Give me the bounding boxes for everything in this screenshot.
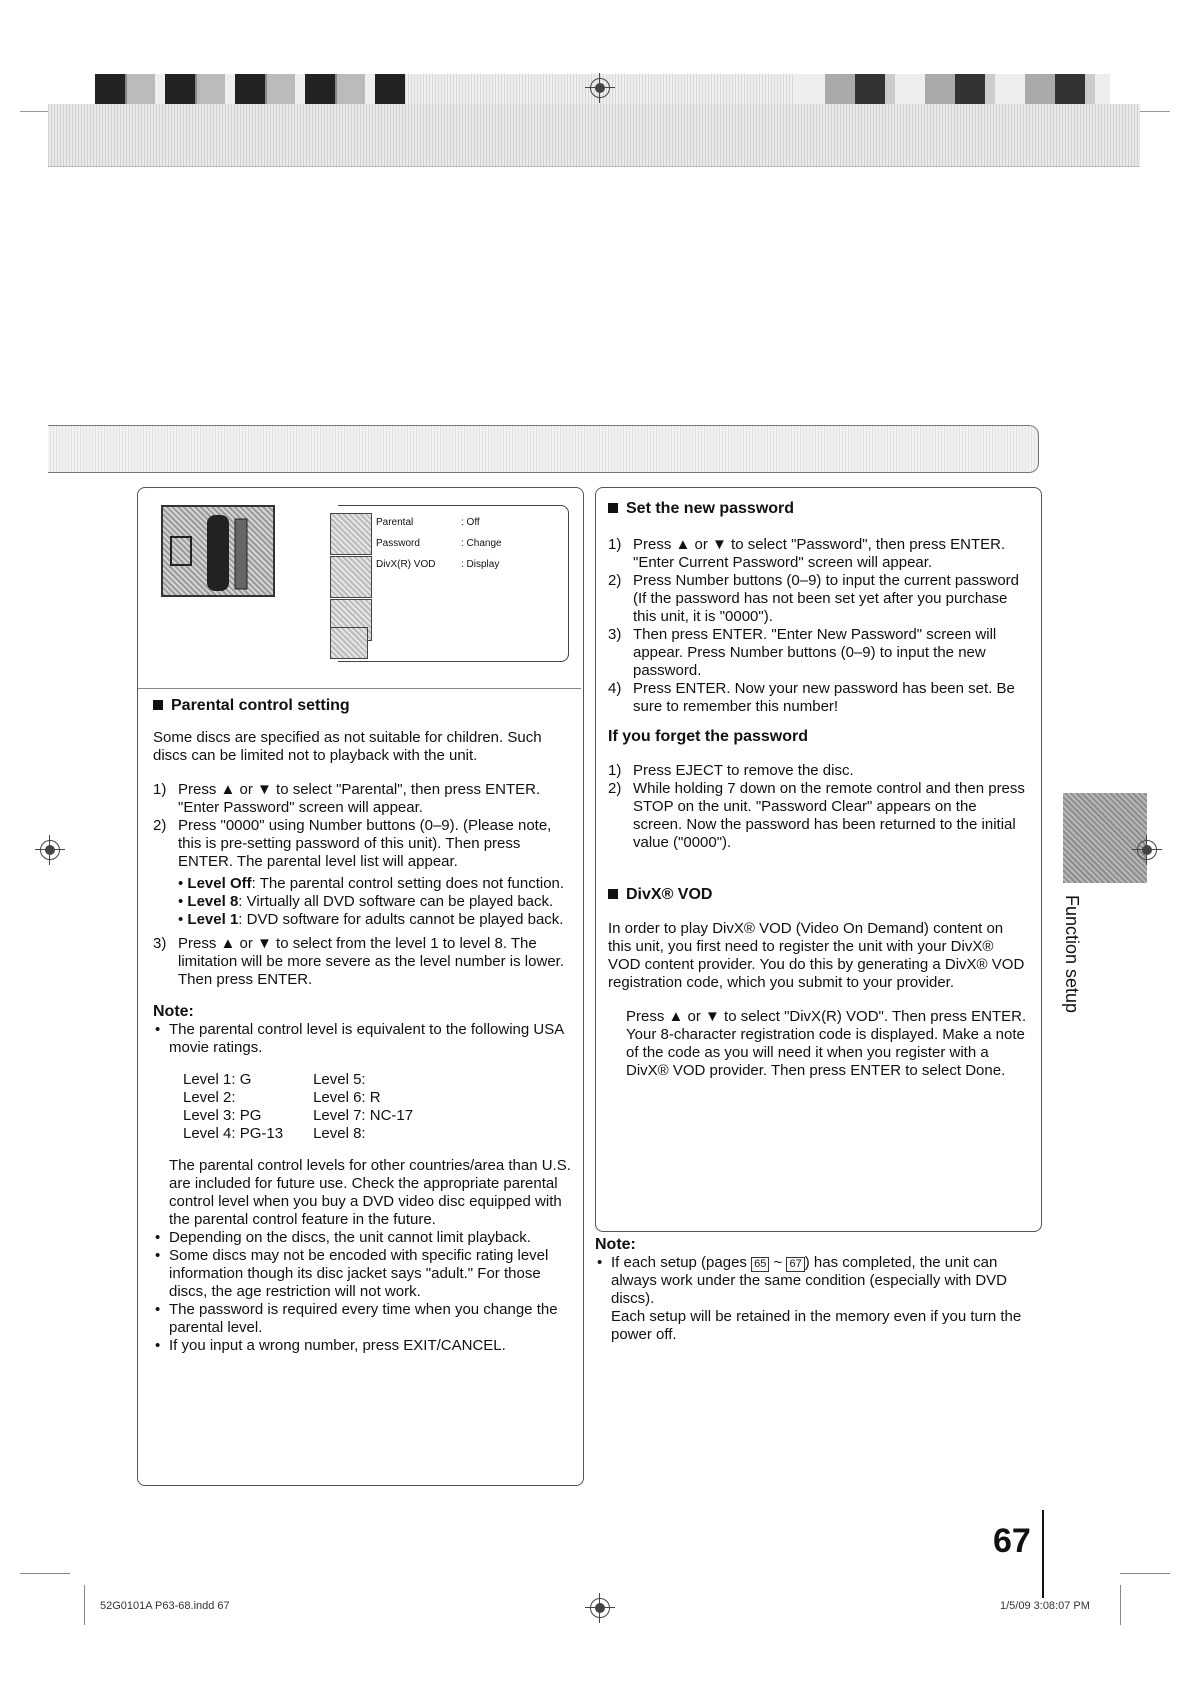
left-note-title: Note: [153, 1003, 194, 1020]
registration-mark-icon [1137, 840, 1157, 860]
password-step-2: 2) Press Number buttons (0–9) to input the current password (If the password has not been set yet after you purchase this unit, it is "0000"). [608, 572, 1020, 625]
password-step-3: 3) Then press ENTER. "Enter New Password" screen will appear. Press Number buttons (0–9) to input the new password. [608, 626, 997, 679]
left-note-1: • The parental control level is equivalent to the following USA movie ratings. Level 1: G Level 5: Level 2: Level 6: R Level 3: PG Level 7: NC-17 Level 4: PG-13 Level 8: The parental control levels for other countries/area than U.S. are included for future use. Check the appropriate parental control level when you buy a DVD video disc equipped with the parental control feature in the future. [153, 1021, 573, 1229]
password-step-4: 4) Press ENTER. Now your new password has been set. Be sure to remember this number! [608, 680, 1015, 715]
side-label: Function setup [1062, 895, 1082, 1014]
parental-intro: Some discs are specified as not suitable for children. Such discs can be limited not to playback with the unit. [153, 729, 542, 764]
left-note-5: • If you input a wrong number, press EXIT/CANCEL. [153, 1337, 573, 1355]
parental-section [153, 697, 573, 1355]
left-divider [138, 688, 581, 689]
ratings-row: Level 3: PG Level 7: NC-17 [183, 1107, 414, 1124]
crop-mark [1120, 1573, 1170, 1574]
level-list [178, 875, 573, 929]
menu-row-divx-vod: DivX(R) VOD : Display [376, 559, 500, 570]
crop-mark [1120, 1585, 1121, 1625]
header-color-bar-left [95, 74, 405, 104]
parental-step-1: 1) Press ▲ or ▼ to select "Parental", then press ENTER. "Enter Password" screen will appear. [153, 781, 541, 816]
page-number: 67 [993, 1522, 1031, 1560]
section-header-bar [48, 425, 1039, 473]
left-note-4: • The password is required every time when you change the parental level. [153, 1301, 573, 1337]
password-section [608, 500, 1028, 1080]
page-number-rule [1042, 1510, 1044, 1598]
password-step-1: 1) Press ▲ or ▼ to select "Password", then press ENTER. "Enter Current Password" screen will appear. [608, 536, 1006, 571]
right-note [595, 1236, 1045, 1344]
right-note-2: Each setup will be retained in the memory even if you turn the power off. [611, 1308, 1022, 1343]
page-ref-65: 65 [751, 1257, 769, 1272]
crop-mark [20, 1573, 70, 1574]
page-ref-67: 67 [786, 1257, 804, 1272]
parental-menu-screen [338, 505, 569, 662]
menu-row-parental: Parental : Off [376, 517, 480, 528]
password-heading: Set the new password [608, 500, 1028, 518]
registration-mark-icon [40, 840, 60, 860]
forget-step-1: 1) Press EJECT to remove the disc. [608, 762, 854, 779]
divx-heading: DivX® VOD [608, 886, 1028, 904]
level-1-item: • Level 1: DVD software for adults cannot be played back. [178, 911, 564, 928]
setup-tools-icon [161, 505, 275, 597]
crop-mark [84, 1585, 85, 1625]
left-note-2: • Depending on the discs, the unit cannot limit playback. [153, 1229, 573, 1247]
ratings-table [183, 1071, 443, 1143]
footer-file: 52G0101A P63-68.indd 67 [100, 1600, 230, 1612]
right-note-title: Note: [595, 1236, 636, 1253]
forget-step-2: 2) While holding 7 down on the remote control and then press STOP on the unit. "Password Clear" appears on the screen. Now the password has been returned to the initial value ("0000"). [608, 780, 1025, 851]
side-tab-marker [1063, 793, 1147, 883]
footer-date: 1/5/09 3:08:07 PM [1000, 1600, 1090, 1612]
parental-step-3: 3) Press ▲ or ▼ to select from the level 1 to level 8. The limitation will be more severe as the level number is lower. Then press ENTER. [153, 935, 564, 988]
divx-intro: In order to play DivX® VOD (Video On Demand) content on this unit, you first need to register the unit with your DivX® VOD content provider. You do this by generating a DivX® VOD registration code, which you submit to your provider. [608, 920, 1025, 991]
level-8-item: • Level 8: Virtually all DVD software can be played back. [178, 893, 554, 910]
left-note-3: • Some discs may not be encoded with specific rating level information though its disc jacket says "adult." For those discs, the age restriction will not work. [153, 1247, 573, 1301]
divx-instructions: Press ▲ or ▼ to select "DivX(R) VOD". Then press ENTER. Your 8-character registration code is displayed. Make a note of the code as you will need it when you register with a DivX® VOD provider. Then press ENTER to select Done. [626, 1008, 1027, 1079]
registration-mark-icon [590, 1598, 610, 1618]
ratings-row: Level 1: G Level 5: [183, 1071, 366, 1088]
left-note-1b: The parental control levels for other countries/area than U.S. are included for future use. Check the appropriate parental control level when you buy a DVD video disc equipped with the parental control feature in the future. [169, 1157, 571, 1228]
right-note-1: • If each setup (pages 65 ~ 67 ) has completed, the unit can always work under the same condition (especially with DVD discs). Each setup will be retained in the memory even if you turn the power off. [595, 1254, 1045, 1344]
ratings-row: Level 4: PG-13 Level 8: [183, 1125, 366, 1142]
parental-step-2: 2) Press "0000" using Number buttons (0–9). (Please note, this is pre-setting password of this unit). Then press ENTER. The parental level list will appear. • Level Off: The parental control setting does not function. • Level 8: Virtually all DVD software can be played back. • Level 1: DVD software for adults cannot be played back. [153, 817, 573, 929]
parental-heading: Parental control setting [153, 697, 573, 715]
header-band [48, 104, 1140, 167]
registration-mark-icon [590, 78, 610, 98]
ratings-row: Level 2: Level 6: R [183, 1089, 381, 1106]
menu-row-password: Password : Change [376, 538, 502, 549]
level-off-item: • Level Off: The parental control setting does not function. [178, 875, 565, 892]
header-color-bar-right [795, 74, 1110, 104]
forget-heading: If you forget the password [608, 728, 809, 745]
